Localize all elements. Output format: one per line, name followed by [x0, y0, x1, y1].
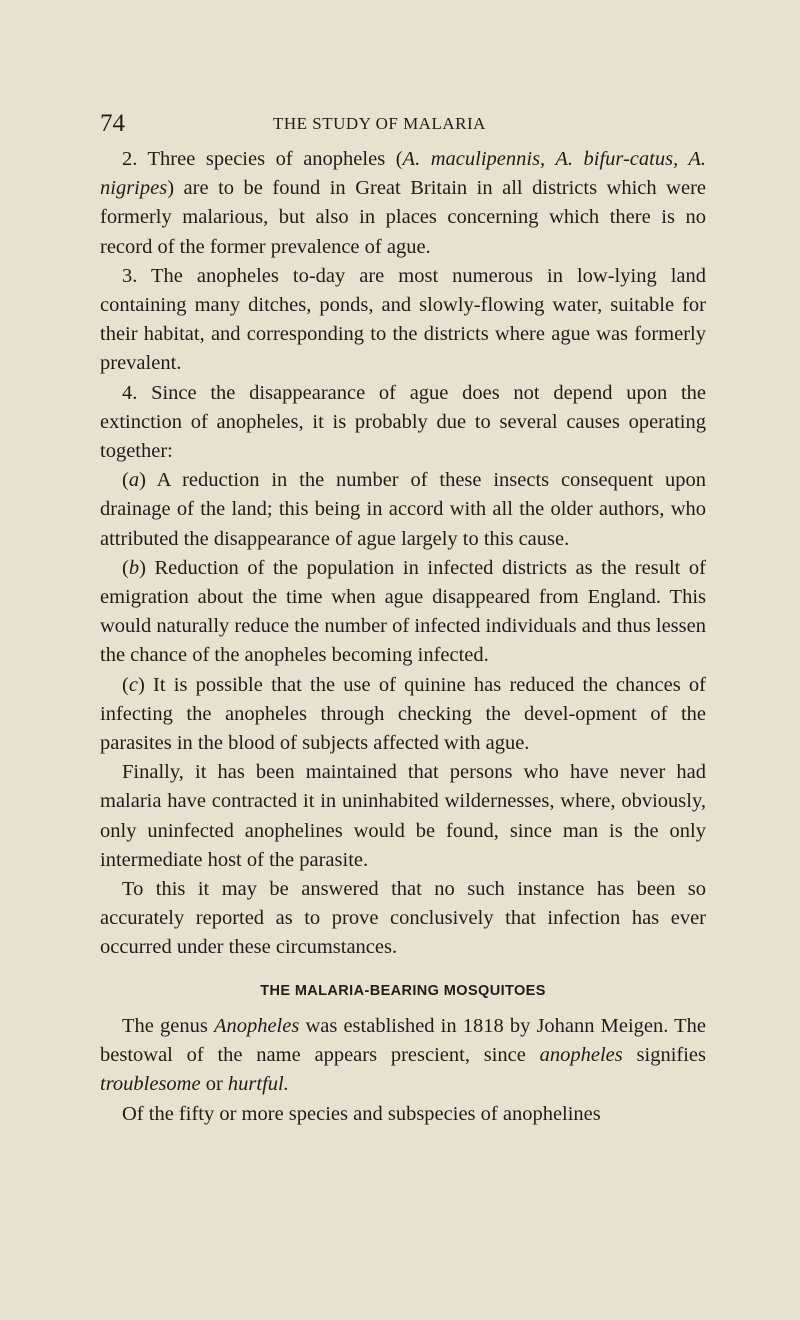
- paragraph: [100, 671, 706, 759]
- paragraph: [100, 466, 706, 554]
- paragraph: [100, 145, 706, 262]
- paragraphs-before: [100, 145, 706, 963]
- body-text: [100, 145, 706, 1129]
- text-run: or: [200, 1073, 228, 1096]
- paragraph: [100, 1012, 706, 1100]
- page-number: 74: [100, 110, 125, 137]
- text-run: signifies: [622, 1044, 707, 1067]
- paragraph: [100, 554, 706, 671]
- paragraph: [100, 262, 706, 379]
- italic-text: a: [128, 469, 140, 492]
- paragraphs-after: [100, 1012, 706, 1129]
- paragraph: [100, 875, 706, 963]
- text-run: ) It is possible that the use of quinine has reduced the chances of infecting the anopheles through checking the devel-opment of the parasites in the blood of subjects affected with ague.: [100, 673, 706, 755]
- text-run: Finally, it has been maintained that persons who have never had malaria have contracted it in uninhabited wildernesses, where, obviously, only uninfected anophelines would be found, since man is the only intermediate host of the parasite.: [100, 761, 706, 871]
- paragraph: [100, 1100, 706, 1129]
- section-heading: THE MALARIA-BEARING MOSQUITOES: [260, 982, 546, 999]
- text-run: 4. Since the disappearance of ague does not depend upon the extinction of anopheles, it is probably due to several causes operating together:: [100, 381, 706, 463]
- paragraph: [100, 758, 706, 875]
- italic-text: Anopheles: [213, 1014, 300, 1037]
- text-run: The genus: [122, 1014, 214, 1037]
- text-run: (: [122, 673, 129, 696]
- text-run: Of the fifty or more species and subspecies of anophelines: [122, 1102, 601, 1125]
- italic-text: A. maculipennis, A. bifur-catus, A. nigripes: [100, 148, 707, 200]
- italic-text: anopheles: [539, 1044, 623, 1067]
- paragraph: [100, 379, 706, 467]
- page-header: [100, 110, 710, 140]
- text-run: was established in 1818 by Johann Meigen. The bestowal of the name appears prescient, since: [100, 1014, 706, 1067]
- italic-text: hurtful.: [227, 1073, 289, 1096]
- italic-text: b: [128, 556, 140, 579]
- italic-text: c: [128, 673, 138, 696]
- text-run: ) are to be found in Great Britain in all districts which were formerly malarious, but also in places concerning which there is no record of the former prevalence of ague.: [100, 177, 706, 258]
- text-run: ) Reduction of the population in infected districts as the result of emigration about the time when ague disappeared from England. This would naturally reduce the number of infected individuals and thus lessen the chance of the anopheles becoming infected.: [100, 556, 706, 667]
- text-run: (: [122, 469, 129, 492]
- text-run: ) A reduction in the number of these insects consequent upon drainage of the land; this being in accord with all the older authors, who attributed the disappearance of ague largely to this cause.: [100, 469, 706, 550]
- running-head: THE STUDY OF MALARIA: [273, 114, 486, 133]
- text-run: 3. The anopheles to-day are most numerous in low-lying land containing many ditches, ponds, and slowly-flowing water, suitable for their habitat, and corresponding to the districts where ague was formerly prevalent.: [100, 264, 706, 375]
- italic-text: troublesome: [100, 1073, 201, 1096]
- text-run: (: [122, 556, 129, 579]
- text-run: To this it may be answered that no such instance has been so accurately reported as to prove conclusively that infection has ever occurred under these circumstances.: [100, 878, 706, 959]
- text-run: 2. Three species of anopheles (: [122, 148, 403, 170]
